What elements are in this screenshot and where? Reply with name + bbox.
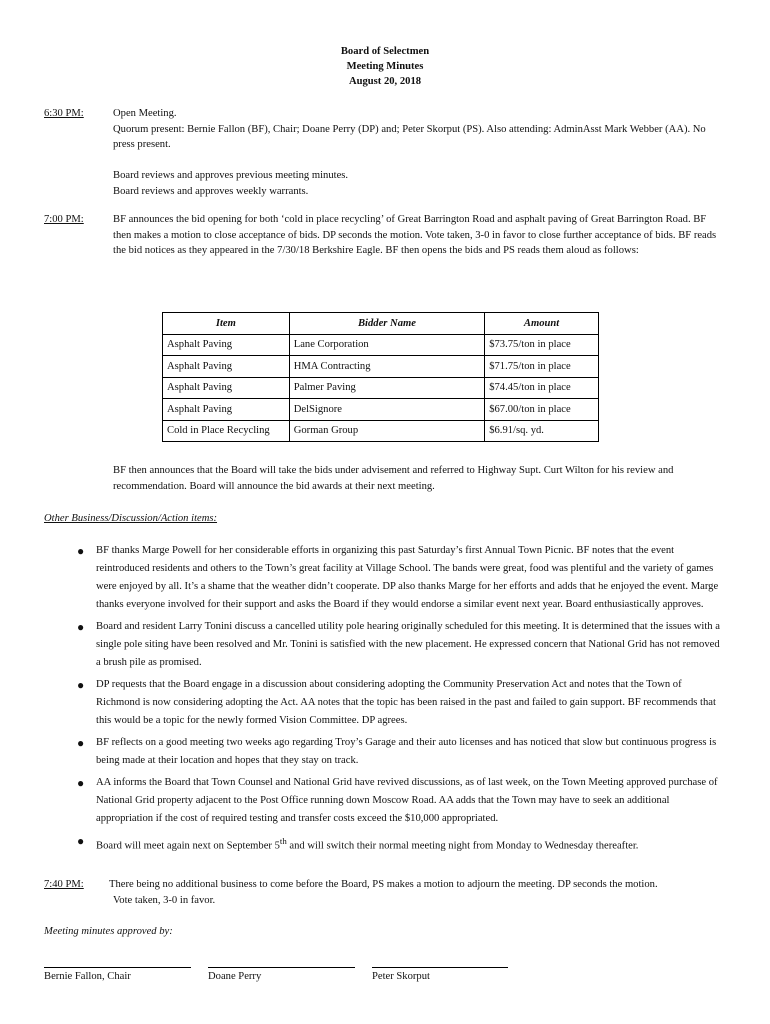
list-item-text: Board will meet again next on September 5 [96,840,280,852]
column-header: Amount [485,313,599,335]
list-item [77,542,720,614]
table-cell: Palmer Paving [289,377,484,399]
list-item-text: DP requests that the Board engage in a discussion about considering adopting the Community Preservation Act and notes that the Town of Richmond is now considering adopting the Act. AA notes that the topic has been raised in the past and failed to gain support. BF recommends that this would be a topic for the newly formed Vision Committee. DP agrees. [96,679,716,726]
signer-name: Peter Skorput [372,971,430,982]
list-item [77,676,720,730]
entry-line: Quorum present: Bernie Fallon (BF), Chair; Doane Perry (DP) and; Peter Skorput (PS). Also attending: AdminAsst Mark Webber (AA). No press present. [113,123,706,150]
list-item-text: BF thanks Marge Powell for her considerable efforts in organizing this past Saturday’s first Annual Town Picnic. BF notes that the event reintroduced residents and others to the Town’s great facility at Village School. The bands were great, food was plentiful and the variety of games were enjoyed by all. It’s a shame that the weather didn’t cooperate. DP also thanks Marge for her efforts and adds that he enjoyed the event. Marge thanks everyone involved for their support and asks the Board if they would endorse a similar event next year. Board enthusiastically approves. [96,545,719,610]
meeting-date: August 20, 2018 [348,76,422,87]
signature-line [44,967,191,968]
table-cell: $73.75/ton in place [485,334,599,356]
table-cell: $67.00/ton in place [485,399,599,421]
board-title: Board of Selectmen [340,46,430,57]
other-business-heading: Other Business/Discussion/Action items: [44,513,218,524]
document-header [0,44,770,89]
list-item-text: BF reflects on a good meeting two weeks ago regarding Troy’s Garage and their auto licenses and has noticed that slow but continuous progress is being made at their location and hopes that they stay on track. [96,737,717,766]
column-header: Item [163,313,290,335]
time-label: 7:40 PM: [44,879,84,890]
bullet-icon: ● [77,776,85,790]
table-cell: Asphalt Paving [163,356,290,378]
entry-line: Board reviews and approves previous meeting minutes. [113,170,349,181]
list-item [77,832,720,856]
table-row [163,377,599,399]
table-cell: Lane Corporation [289,334,484,356]
signature-line [208,967,355,968]
bid-table [162,312,599,442]
column-header: Bidder Name [289,313,484,335]
time-label: 7:00 PM: [44,214,84,225]
table-cell: $74.45/ton in place [485,377,599,399]
signer-name: Doane Perry [208,971,262,982]
adjourn-text: There being no additional business to come before the Board, PS makes a motion to adjourn the meeting. DP seconds the motion. [109,879,658,890]
list-item-text: and will switch their normal meeting night from Monday to Wednesday thereafter. [286,840,639,852]
time-label: 6:30 PM: [44,108,84,119]
table-cell: Asphalt Paving [163,399,290,421]
entry-line: Open Meeting. [113,108,177,119]
table-cell: Asphalt Paving [163,377,290,399]
list-item-text: Board and resident Larry Tonini discuss a cancelled utility pole hearing originally scheduled for this meeting. It is determined that the issues with a single pole siting have been resolved and Mr. Tonini is satisfied with the new placement. He expressed concern that National Grid has not removed a brush pile as promised. [96,621,720,668]
list-item-text: AA informs the Board that Town Counsel and National Grid have revived discussions, as of last week, on the Town Meeting approved purchase of National Grid property adjacent to the Post Office running down Moscow Road. AA adds that the Town may have to seek an additional appropriation if the cost of required testing and transfer costs exceed the $10,000 appropriated. [96,777,718,824]
signature-line [372,967,508,968]
table-cell: DelSignore [289,399,484,421]
bullet-icon: ● [77,736,85,750]
adjourn-vote: Vote taken, 3-0 in favor. [113,894,216,906]
table-row [163,356,599,378]
entry-bid-opening [113,212,723,259]
table-cell: Gorman Group [289,420,484,442]
table-row [163,399,599,421]
list-item [77,618,720,672]
table-cell: $71.75/ton in place [485,356,599,378]
bullet-icon: ● [77,678,85,692]
table-row [163,334,599,356]
list-item [77,734,720,770]
table-cell: HMA Contracting [289,356,484,378]
table-cell: Cold in Place Recycling [163,420,290,442]
table-row [163,420,599,442]
table-cell: $6.91/sq. yd. [485,420,599,442]
spacer [113,153,723,169]
list-item [77,774,720,828]
other-business-list [77,542,720,860]
adjourn-entry [109,877,719,908]
bullet-icon: ● [77,620,85,634]
approval-label: Meeting minutes approved by: [44,926,173,937]
paragraph-text: BF then announces that the Board will take the bids under advisement and referred to Highway Supt. Curt Wilton for his review and recommendation. Board will announce the bid awards at their next meeting. [113,465,674,492]
bid-advisement-paragraph [113,463,723,494]
signer-name: Bernie Fallon, Chair [44,971,131,982]
entry-text: BF announces the bid opening for both ‘cold in place recycling’ of Great Barrington Road and asphalt paving of Great Barrington Road. BF then makes a motion to close acceptance of bids. DP seconds the motion. Vote taken, 3-0 in favor to close further acceptance of bids. BF reads the bid notices as they appeared in the 7/30/18 Berkshire Eagle. BF then opens the bids and PS reads them aloud as follows: [113,214,717,256]
bullet-icon: ● [77,544,85,558]
superscript: th [279,836,287,846]
bullet-icon: ● [77,834,85,848]
entry-line: Board reviews and approves weekly warrants. [113,185,309,197]
table-cell: Asphalt Paving [163,334,290,356]
entry-open-meeting [113,106,723,199]
table-header-row [163,313,599,335]
doc-title: Meeting Minutes [346,61,424,72]
